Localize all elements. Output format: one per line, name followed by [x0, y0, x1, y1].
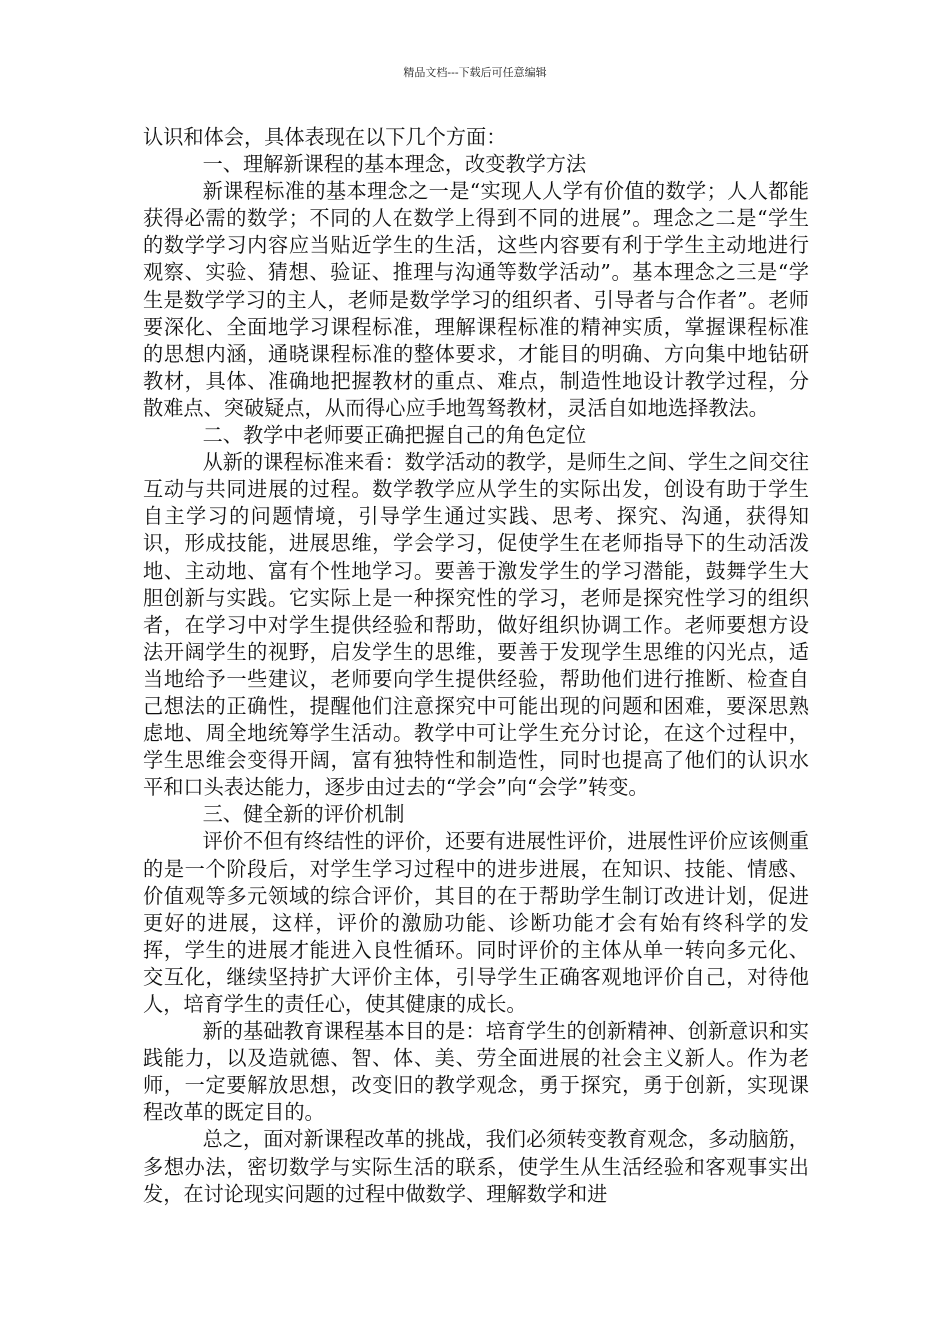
paragraph: 从新的课程标准来看：数学活动的教学，是师生之间、学生之间交往互动与共同进展的过程。数学教学应从学生的实际出发，创设有助于学生自主学习的问题情境，引导学生通过实践、思考、探究、沟通，获得知识，形成技能，进展思维，学会学习，促使学生在老师指导下的生动活泼地、主动地、富有个性地学习。要善于激发学生的学习潜能，鼓舞学生大胆创新与实践。它实际上是一种探究性的学习，老师是探究性学习的组织者，在学习中对学生提供经验和帮助，做好组织协调工作。老师要想方设法开阔学生的视野，启发学生的思维，要善于发现学生思维的闪光点，适当地给予一些建议，老师要向学生提供经验，帮助他们进行推断、检查自己想法的正确性，提醒他们注意探究中可能出现的问题和困难，要深思熟虑地、周全地统筹学生活动。教学中可让学生充分讨论，在这个过程中，学生思维会变得开阔，富有独特性和制造性，同时也提高了他们的认识水平和口头表达能力，逐步由过去的“学会”向“会学”转变。 [143, 450, 809, 800]
page-header: 精品文档---下载后可任意编辑 [403, 66, 547, 79]
section-heading-3: 三、健全新的评价机制 [202, 802, 405, 827]
section-heading-2: 二、教学中老师要正确把握自己的角色定位 [202, 423, 587, 448]
paragraph-continued: 认识和体会，具体表现在以下几个方面： [143, 125, 507, 149]
paragraph: 总之，面对新课程改革的挑战，我们必须转变教育观念，多动脑筋，多想办法，密切数学与实际生活的联系，使学生从生活经验和客观事实出发，在讨论现实问题的过程中做数学、理解数学和进 [143, 1127, 809, 1206]
document-body [143, 124, 809, 1208]
paragraph: 新课程标准的基本理念之一是“实现人人学有价值的数学；人人都能获得必需的数学；不同的人在数学上得到不同的进展”。理念之二是“学生的数学学习内容应当贴近学生的生活，这些内容要有利于学生主动地进行观察、实验、猜想、验证、推理与沟通等数学活动”。基本理念之三是“学生是数学学习的主人，老师是数学学习的组织者、引导者与合作者”。老师要深化、全面地学习课程标准，理解课程标准的精神实质，掌握课程标准的思想内涵，通晓课程标准的整体要求，才能目的明确、方向集中地钻研教材，具体、准确地把握教材的重点、难点，制造性地设计教学过程，分散难点、突破疑点，从而得心应手地驾驽教材，灵活自如地选择教法。 [143, 179, 809, 420]
paragraph: 新的基础教育课程基本目的是：培育学生的创新精神、创新意识和实践能力，以及造就德、智、体、美、劳全面进展的社会主义新人。作为老师，一定要解放思想，改变旧的教学观念，勇于探究，勇于创新，实现课程改革的既定目的。 [143, 1019, 809, 1125]
section-heading-1: 一、理解新课程的基本理念，改变教学方法 [202, 152, 587, 177]
paragraph: 评价不但有终结性的评价，还要有进展性评价，进展性评价应该侧重的是一个阶段后，对学生学习过程中的进步进展，在知识、技能、情感、价值观等多元领域的综合评价，其目的在于帮助学生制订改进计划，促进更好的进展，这样，评价的激励功能、诊断功能才会有始有终科学的发挥，学生的进展才能进入良性循环。同时评价的主体从单一转向多元化、交互化，继续坚持扩大评价主体，引导学生正确客观地评价自己，对待他人，培育学生的责任心，使其健康的成长。 [143, 829, 809, 1016]
